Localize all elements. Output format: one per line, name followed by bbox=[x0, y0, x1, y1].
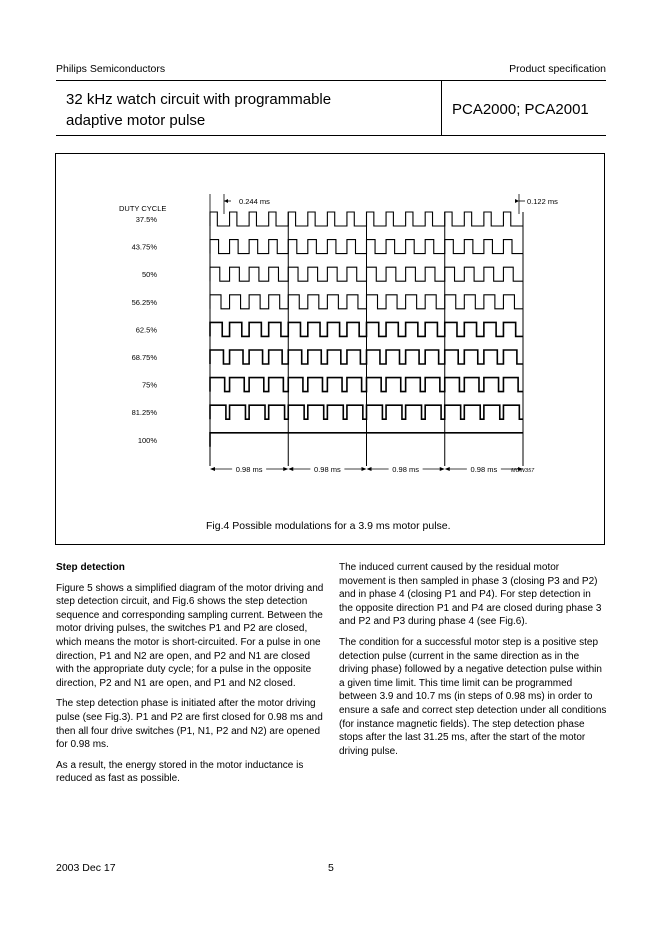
duty-cycle-label: 37.5% bbox=[135, 215, 157, 224]
duty-cycle-label: 68.75% bbox=[131, 353, 157, 362]
figure-frame bbox=[55, 153, 605, 545]
y-axis-label: DUTY CYCLE bbox=[119, 204, 167, 213]
phase-duration-label: 0.98 ms bbox=[392, 465, 419, 474]
header-rule-top bbox=[56, 80, 606, 81]
page-number: 5 bbox=[328, 862, 334, 874]
duty-cycle-label: 81.25% bbox=[131, 408, 157, 418]
header-divider bbox=[441, 80, 442, 135]
phase-span-arrow bbox=[283, 467, 288, 471]
paragraph: The step detection phase is initiated after the motor driving pulse (see Fig.3). P1 and P2 are first closed for 0.98 ms and then all four drive switches (P1, N1, P2 and N2) are opened for 0.98 ms. bbox=[56, 698, 323, 751]
waveform-trace bbox=[210, 267, 523, 281]
waveform-trace bbox=[210, 240, 523, 254]
annotation-arrow bbox=[515, 199, 519, 203]
phase-duration-label: 0.98 ms bbox=[314, 465, 341, 474]
figure-caption: Fig.4 Possible modulations for a 3.9 ms motor pulse. bbox=[206, 520, 451, 532]
document-type: Product specification bbox=[509, 63, 606, 75]
phase-span-arrow bbox=[288, 467, 293, 471]
footer-date: 2003 Dec 17 bbox=[56, 862, 116, 874]
phase-span-arrow bbox=[362, 467, 367, 471]
phase-span-arrow bbox=[440, 467, 445, 471]
header-rule-bottom bbox=[56, 135, 606, 136]
first-slot-annotation: 0.244 ms bbox=[239, 197, 270, 206]
company-name: Philips Semiconductors bbox=[56, 63, 166, 75]
phase-span-arrow bbox=[210, 467, 215, 471]
duty-cycle-label: 56.25% bbox=[131, 297, 157, 307]
paragraph: As a result, the energy stored in the motor inductance is reduced as fast as possible. bbox=[56, 759, 304, 785]
phase-span-arrow bbox=[367, 467, 372, 471]
waveform-trace bbox=[210, 212, 523, 226]
document-title-line2: adaptive motor pulse bbox=[66, 112, 206, 129]
waveform-trace bbox=[210, 322, 523, 336]
waveform-trace bbox=[210, 295, 523, 309]
duty-cycle-chart bbox=[56, 154, 604, 544]
phase-duration-label: 0.98 ms bbox=[235, 465, 263, 474]
paragraph: The induced current caused by the residual motor movement is then sampled in phase 3 (closing P3 and P2) and in phase 4 (closing P1 and P4). For step detection in the opposite direction P1 and P4 are closed during phase 3 and P2 and P3 during phase 4 (see Fig.6). bbox=[339, 562, 602, 628]
document-title-line1: 32 kHz watch circuit with programmable bbox=[66, 91, 332, 108]
phase-duration-label: 0.98 ms bbox=[470, 465, 498, 474]
part-numbers: PCA2000; PCA2001 bbox=[452, 101, 589, 118]
duty-cycle-label: 62.5% bbox=[135, 325, 157, 335]
duty-cycle-label: 50% bbox=[141, 270, 157, 280]
duty-cycle-label: 100% bbox=[137, 435, 157, 445]
paragraph: Figure 5 shows a simplified diagram of the motor driving and step detection circuit, and Fig.6 shows the step detection sequence and corresponding sampling current. Between the motor driving pulses, the switches P1 and P2 are closed, which means the motor is short-circuited. For a pulse in one direction, P1 and N2 are open, and P2 and N1 are closed with the appropriate duty cycle; for a pulse in the opposite direction, P2 and N1 are open, and P1 and N2 closed. bbox=[56, 582, 324, 689]
figure-code: MGW357 bbox=[511, 468, 535, 474]
right-column bbox=[339, 561, 607, 765]
phase-span-arrow bbox=[445, 467, 450, 471]
waveform-trace bbox=[210, 378, 523, 392]
duty-cycle-label: 43.75% bbox=[131, 242, 157, 252]
waveform-trace bbox=[210, 350, 523, 364]
section-heading: Step detection bbox=[56, 562, 125, 573]
last-slot-annotation: 0.122 ms bbox=[527, 197, 558, 206]
duty-cycle-label: 75% bbox=[141, 380, 157, 390]
left-column bbox=[56, 561, 324, 793]
paragraph: The condition for a successful motor step is a positive step detection pulse (current in the same direction as in the driving phase) followed by a negative detection pulse within a given time limit. This time limit can be programmed between 3.9 and 10.7 ms (in steps of 0.98 ms) in order to ensure a safe and correct step detection under all conditions (for instance magnetic fields). The step detection phase stops after the last 31.25 ms, after the start of the motor driving pulse. bbox=[339, 636, 607, 757]
waveform-trace bbox=[210, 405, 523, 419]
